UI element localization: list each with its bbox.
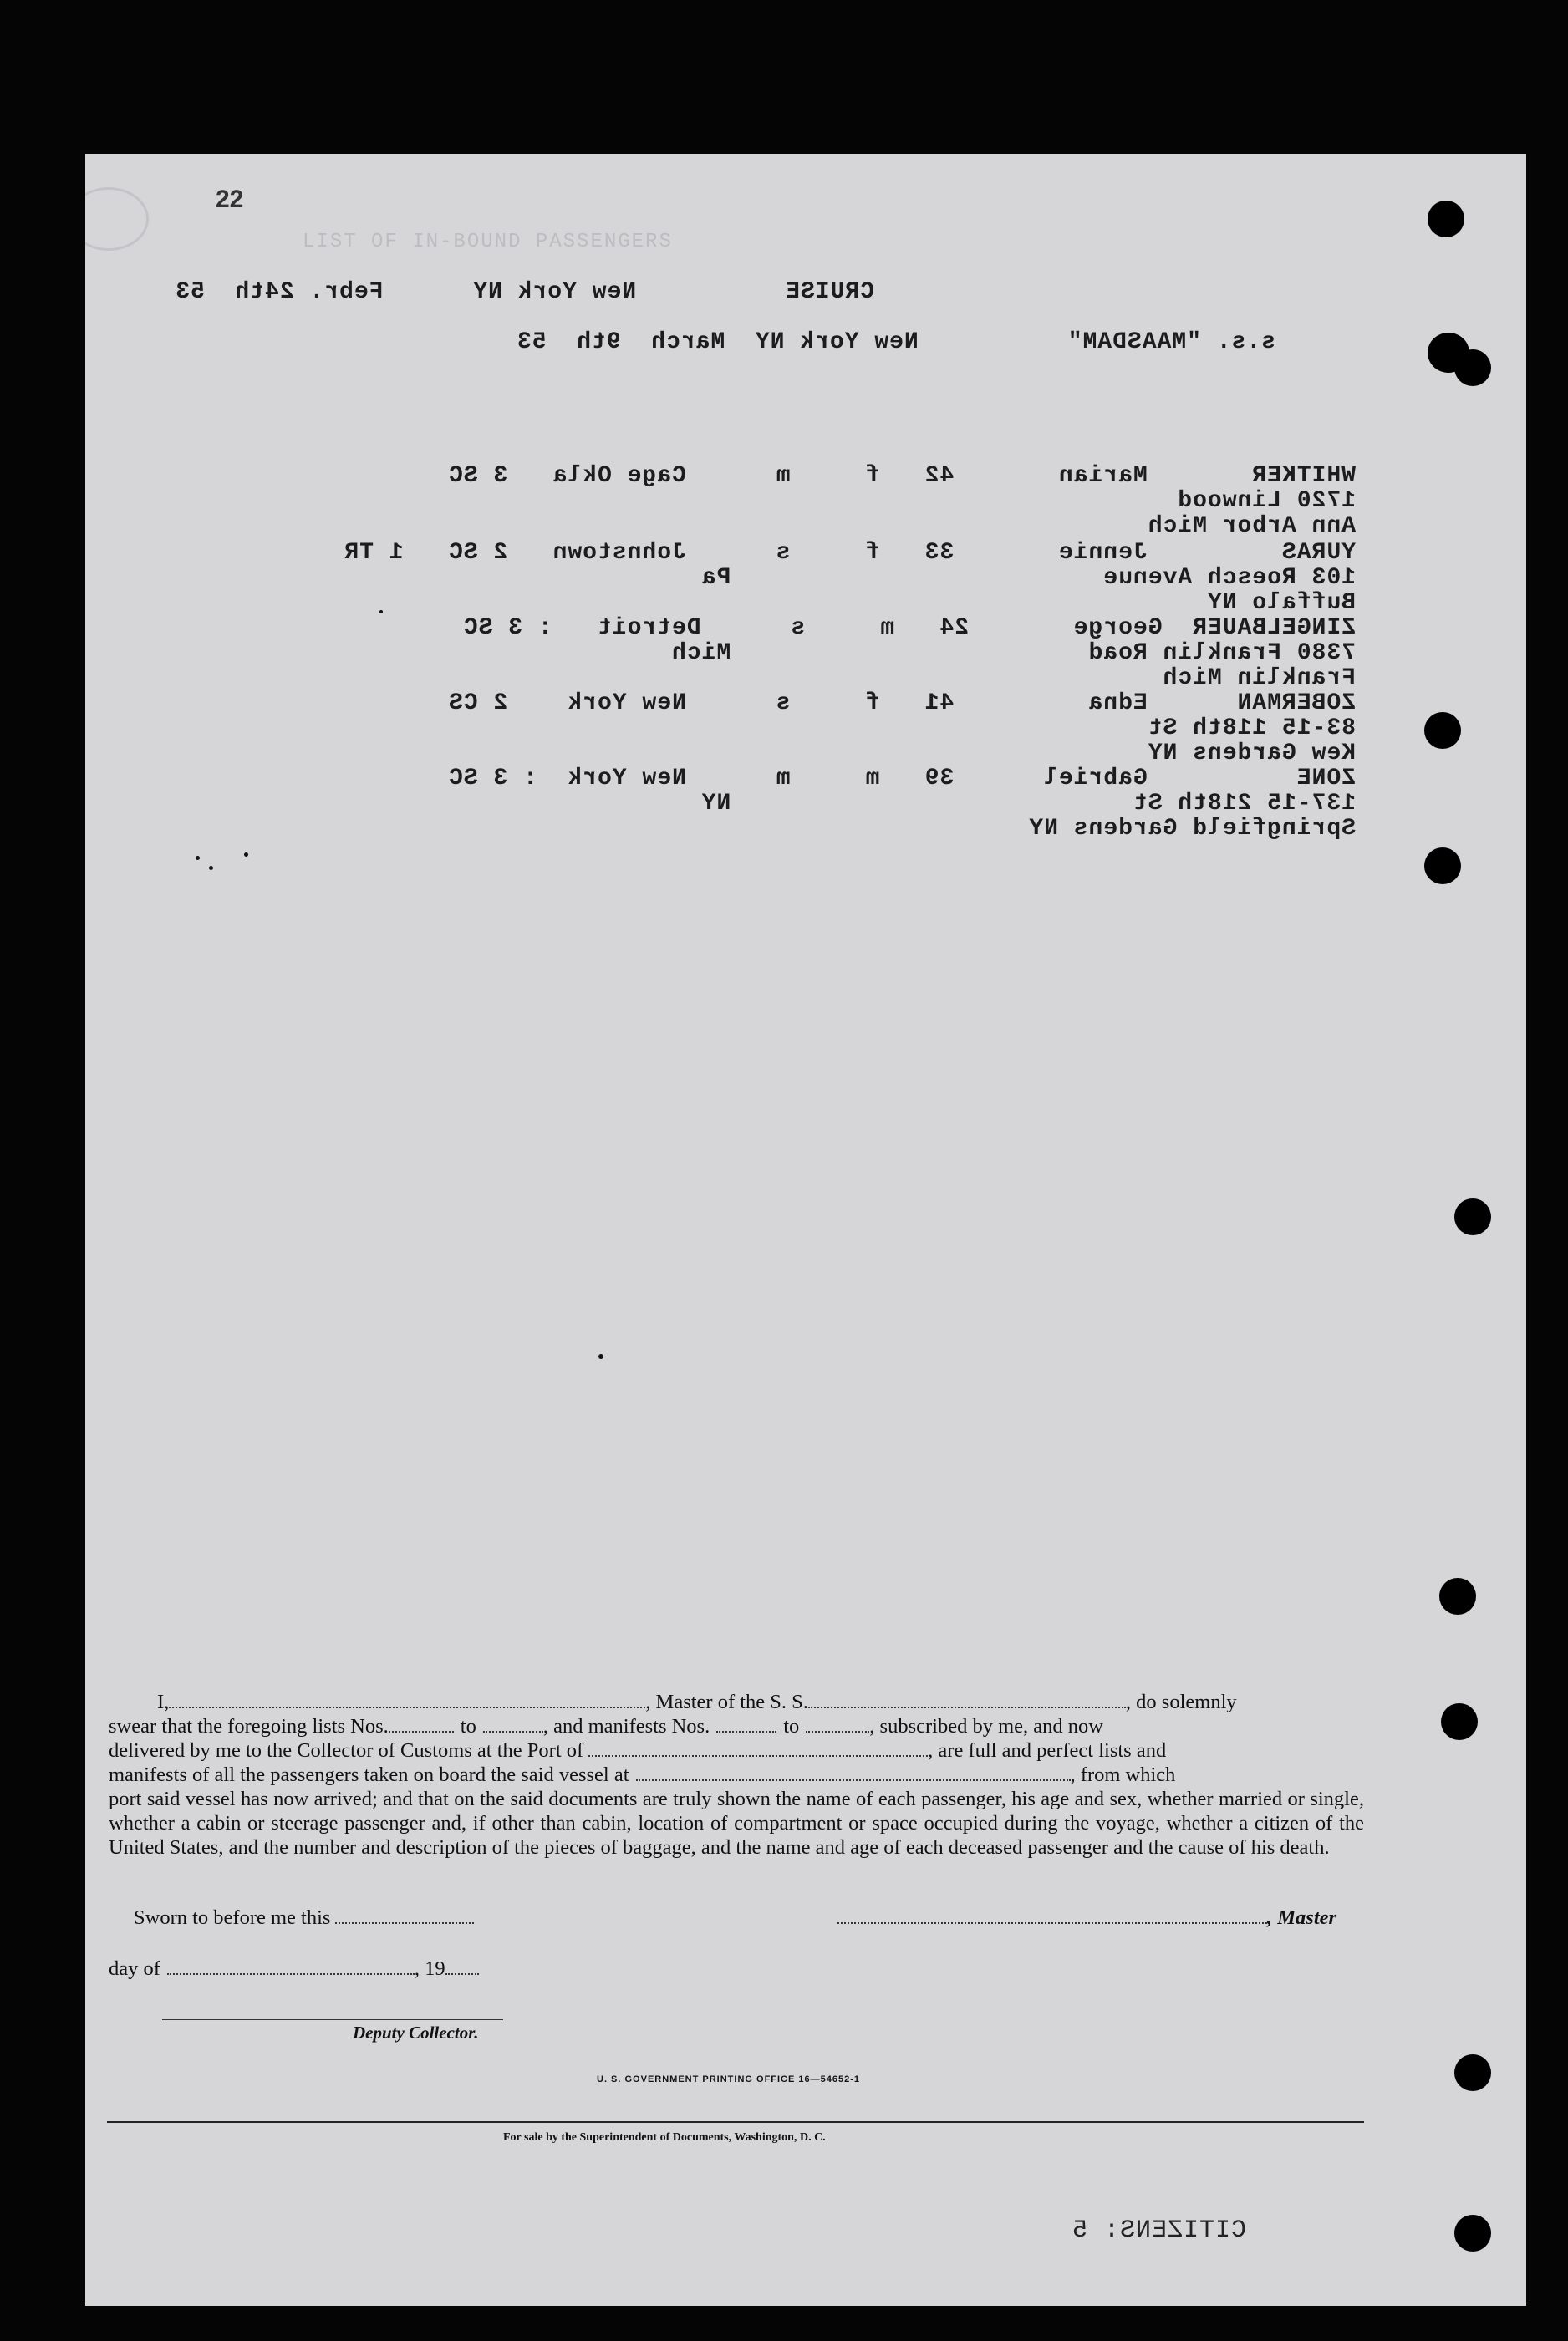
declaration-full-perfect: , are full and perfect lists and [928, 1739, 1167, 1762]
day-of-blank [167, 1958, 415, 1975]
binder-hole [1424, 712, 1461, 749]
declaration-solemnly: , do solemnly [1125, 1691, 1237, 1713]
passenger-row-2-line-1: YURAS Jennie 33 f s Johnstown 2 SC 1 TR [344, 540, 1356, 566]
master-declaration [109, 1690, 1364, 1860]
declaration-subscribed: , subscribed by me, and now [869, 1715, 1103, 1738]
vessel-header: s.s. "MAASDAM" New York NY March 9th 53 [517, 329, 1275, 355]
speck [598, 1354, 603, 1359]
binder-hole [1454, 2054, 1491, 2091]
declaration-from-which: , from which [1070, 1763, 1176, 1786]
declaration-line-3 [109, 1738, 1364, 1763]
binder-hole [1454, 2215, 1491, 2252]
declaration-line-2 [109, 1714, 1364, 1738]
sworn-label: Sworn to before me this [134, 1906, 331, 1929]
passenger-row-3-line-2: 7380 Franklin Road Mich [671, 640, 1356, 666]
declaration-swear: swear that the foregoing lists Nos. [109, 1715, 389, 1738]
day-of-line [109, 1957, 479, 1981]
printing-office-imprint: U. S. GOVERNMENT PRINTING OFFICE 16—54652-1 [597, 2074, 861, 2084]
master-signature-line [837, 1906, 1336, 1930]
vessel-name-blank [808, 1692, 1126, 1708]
passenger-row-1-line-1: WHITKER Marian 42 f m Cage Okla 3 SC [448, 463, 1356, 489]
declaration-i: I, [157, 1691, 170, 1713]
year-blank [445, 1958, 479, 1975]
passenger-row-1-line-3: Ann Arbor Mich [1147, 513, 1356, 539]
manifests-from-blank [716, 1716, 776, 1733]
page-number: 22 [216, 186, 244, 213]
passenger-row-4-line-1: ZOBERMAN Edna 41 f s New York 2 CS [448, 690, 1356, 716]
declaration-body: port said vessel has now arrived; and that on the said documents are truly shown the name of each passenger, his age and sex, whether married or single, whether a cabin or steerage passenger and, if other than cabin, location of compartment or space occupied during the voyage, whether a citizen of the United States, and the number and description of the pieces of baggage, and the name and age of each deceased passenger and the cause of his death. [109, 1788, 1364, 1859]
year-label: , 19 [414, 1957, 445, 1980]
manifest-page [85, 154, 1526, 2306]
binder-hole [1439, 1578, 1476, 1615]
passenger-row-3-line-3: Franklin Mich [1162, 665, 1356, 691]
footer-rule [107, 2121, 1364, 2123]
lists-from-blank [389, 1716, 454, 1733]
declaration-manifests-all: manifests of all the passengers taken on board the said vessel at [109, 1763, 629, 1786]
declaration-delivered: delivered by me to the Collector of Customs at the Port of [109, 1739, 584, 1762]
master-signature-blank [837, 1907, 1267, 1924]
speck [244, 852, 248, 857]
declaration-line-1 [109, 1690, 1364, 1714]
passenger-row-4-line-2: 83-15 118th St [1147, 715, 1356, 741]
declaration-to-2: to [783, 1715, 800, 1738]
binder-hole [1424, 847, 1461, 884]
passenger-row-5-line-2: 137-15 218th St NY [700, 791, 1356, 817]
bleed-through-stamp [85, 187, 149, 251]
sworn-line [134, 1906, 474, 1930]
master-name-blank [169, 1692, 645, 1708]
passenger-row-2-line-2: 103 Roesch Avenue Pa [700, 565, 1356, 591]
bleed-through-heading: LIST OF IN-BOUND PASSENGERS [303, 231, 673, 253]
passenger-row-1-line-2: 1720 Linwood [1177, 488, 1356, 514]
binder-hole [1454, 1198, 1491, 1235]
passenger-row-2-line-3: Buffalo NY [1206, 590, 1356, 616]
binder-hole [1454, 349, 1491, 386]
passenger-row-3-line-1: ZINGELBAUER George 24 m s Detroit : 3 SC [462, 615, 1356, 641]
binder-hole [1428, 201, 1464, 237]
manifests-to-blank [806, 1716, 869, 1733]
cruise-header: CRUISE New York NY Febr. 24th 53 [175, 279, 874, 305]
embarkation-port-blank [636, 1764, 1071, 1781]
deputy-collector-rule [162, 2019, 503, 2020]
declaration-line-4 [109, 1763, 1364, 1787]
lists-to-blank [483, 1716, 543, 1733]
port-blank [588, 1740, 928, 1757]
passenger-row-5-line-3: Springfield Gardens NY [1028, 816, 1356, 842]
master-label: , Master [1267, 1906, 1337, 1929]
for-sale-note: For sale by the Superintendent of Documents, Washington, D. C. [503, 2131, 826, 2144]
declaration-master-of: , Master of the S. S. [645, 1691, 808, 1713]
deputy-collector-label: Deputy Collector. [353, 2023, 479, 2043]
speck [196, 856, 200, 860]
passenger-row-5-line-1: ZONE Gabriel 39 m m New York : 3 SC [448, 766, 1356, 791]
day-of-label: day of [109, 1957, 160, 1980]
declaration-to-1: to [460, 1715, 476, 1738]
binder-hole [1441, 1703, 1478, 1740]
declaration-and-manifests: , and manifests Nos. [542, 1715, 710, 1738]
citizens-count: CITIZENS: 5 [1072, 2216, 1247, 2245]
speck [379, 610, 383, 613]
speck [209, 866, 213, 870]
passenger-row-4-line-3: Kew Gardens NY [1147, 740, 1356, 766]
sworn-date-blank [335, 1907, 474, 1924]
